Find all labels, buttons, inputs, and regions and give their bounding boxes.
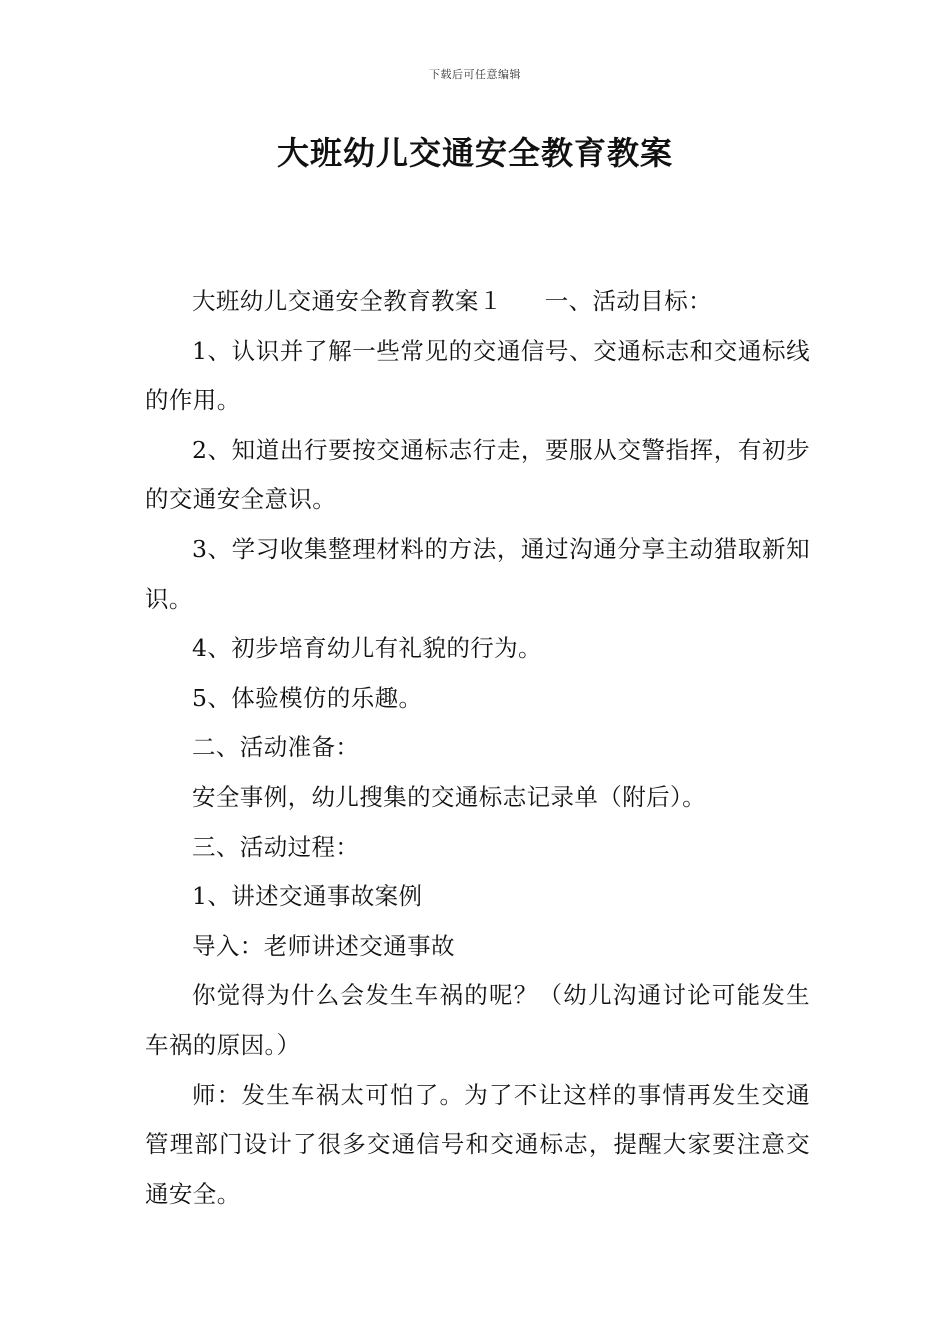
section-heading-goals: 一、活动目标： [544, 287, 713, 315]
paragraph-goal-3: 3、学习收集整理材料的方法，通过沟通分享主动猎取新知识。 [145, 534, 810, 613]
paragraph-goal-4: 4、初步培育幼儿有礼貌的行为。 [192, 634, 542, 663]
intro-subtitle: 大班幼儿交通安全教育教案１ [192, 287, 503, 315]
header-note: 下载后可任意编辑 [429, 68, 521, 81]
paragraph-goal-2: 2、知道出行要按交通标志行走，要服从交警指挥，有初步的交通安全意识。 [145, 435, 810, 514]
section-heading-process: 三、活动过程： [192, 832, 360, 861]
section-heading-preparation: 二、活动准备： [192, 733, 360, 762]
paragraph-process-1: 1、讲述交通事故案例 [192, 882, 423, 911]
paragraph-preparation: 安全事例，幼儿搜集的交通标志记录单（附后）。 [192, 782, 707, 811]
document-body [145, 277, 810, 1219]
paragraph-goal-1: 1、认识并了解一些常见的交通信号、交通标志和交通标线的作用。 [145, 336, 810, 415]
paragraph-intro-story: 导入：老师讲述交通事故 [192, 931, 455, 960]
intro-line [145, 277, 810, 327]
paragraph-goal-5: 5、体验模仿的乐趣。 [192, 683, 423, 712]
paragraph-teacher: 师：发生车祸太可怕了。为了不让这样的事情再发生交通管理部门设计了很多交通信号和交通标志，提醒大家要注意交通安全。 [145, 1080, 810, 1208]
document-title: 大班幼儿交通安全教育教案 [276, 134, 673, 172]
paragraph-question: 你觉得为什么会发生车祸的呢？（幼儿沟通讨论可能发生车祸的原因。） [145, 981, 810, 1059]
